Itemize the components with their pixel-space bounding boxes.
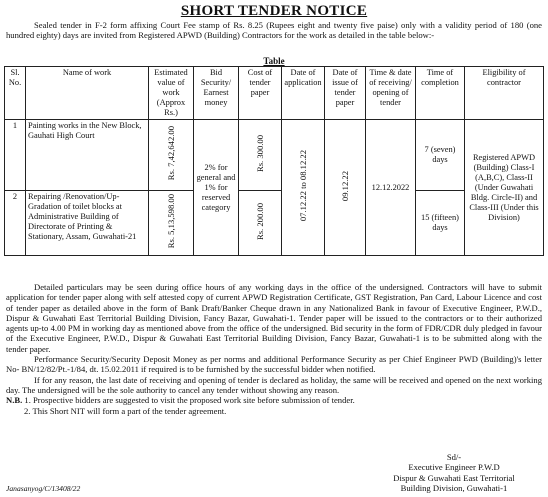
header-name: Name of work: [26, 67, 149, 120]
row-completion: 15 (fifteen) days: [416, 191, 465, 256]
intro-paragraph: [6, 20, 542, 41]
date-issue-value: 09.12.22: [340, 170, 350, 202]
row-completion: 7 (seven) days: [416, 120, 465, 191]
estimated-value: Rs. 7,42,642.00: [166, 126, 176, 181]
header-date-issue: Date of issue of tender paper: [325, 67, 366, 120]
nb-section: [6, 395, 542, 405]
cost-value: Rs. 300.00: [255, 134, 265, 172]
signature-designation: Executive Engineer P.W.D: [408, 462, 500, 473]
date-issue-cell: [325, 120, 366, 256]
intro-text: Sealed tender in F-2 form affixing Court Fee stamp of Rs. 8.25 (Rupees eight and twenty five paise) only with a validity period of 180 (one hundred eighty) days are invited from Registered APWD (Building) Contractors for the work as detailed in the table below:-: [6, 20, 542, 41]
table-row: [5, 120, 544, 191]
bid-security-cell: 2% for general and 1% for reserved category: [194, 120, 239, 256]
details-paragraph: Detailed particulars may be seen during office hours of any working days in the office of the undersigned. Contractors will have to submit application for tender paper along with self attested copy of current APWD Registration Certificate, GST Registration, Pan Card, Labour Licence and cost of tender paper as detailed above in the form of Bank Draft/Banker Cheque drawn in any Nationalized Bank in favour of Executive Engineer, P.W.D., Dispur & Guwahati East Territorial Building Division, Fancy Bazar, Guwahati-1. Tender paper will be issued to the contractors or to their authorized agents up-to 4.00 PM in working day as mentioned above from the office of the undersigned. Bid security in the form of FDR/CDR duly pledged in favour of the Executive Engineer, P.W.D., Dispur & Guwahati East Territorial Building Division, Fancy Bazar, Guwahati-1 is to be submitted along with the tender paper.: [6, 282, 542, 354]
table-header-row: [5, 67, 544, 120]
row-cost: [239, 120, 282, 191]
signature-block: [364, 452, 544, 493]
header-estimated: Estimated value of work (Approx Rs.): [149, 67, 194, 120]
reference-number: Janasanyog/C/13408/22: [6, 484, 81, 493]
header-eligibility: Eligibility of contractor: [465, 67, 544, 120]
header-completion: Time of completion: [416, 67, 465, 120]
row-estimated: [149, 120, 194, 191]
row-work-name: Repairing /Renovation/Up-Gradation of toilet blocks at Administrative Building of Directorate of Printing & Stationary, Assam, Guwahati-21: [26, 191, 149, 256]
performance-security-paragraph: Performance Security/Security Deposit Money as per norms and additional Performance Security as per Chief Engineer PWD (Building)'s letter No- BN/12/82/Pt.-1/84, dt. 15.02.2011 if required is to be furnished by the successful bidder when notified.: [6, 354, 542, 375]
cost-value: Rs. 200.00: [255, 202, 265, 240]
signature-sd: Sd/-: [446, 452, 462, 462]
date-application-cell: [282, 120, 325, 256]
eligibility-cell: Registered APWD (Building) Class-I (A,B,C), Class-II (Under Guwahati Bldg. Circle-II) and Class-III (Under this Division): [465, 120, 544, 256]
time-date-cell: 12.12.2022: [366, 120, 416, 256]
row-work-name: Painting works in the New Block, Gauhati High Court: [26, 120, 149, 191]
header-sl: Sl. No.: [5, 67, 26, 120]
estimated-value: Rs. 5,13,598.00: [166, 194, 176, 249]
date-application-value: 07.12.22 to 08.12.22: [298, 150, 308, 222]
tender-table: [4, 66, 544, 256]
table-row: [5, 191, 544, 256]
row-estimated: [149, 191, 194, 256]
row-cost: [239, 191, 282, 256]
nb-label: N.B.: [6, 395, 23, 406]
nb-item-1: 1. Prospective bidders are suggested to visit the proposed work site before submission of tender.: [24, 395, 355, 406]
notice-body: [6, 282, 542, 416]
header-date-application: Date of application: [282, 67, 325, 120]
header-time-date: Time & date of receiving/ opening of tender: [366, 67, 416, 120]
header-security: Bid Security/ Earnest money: [194, 67, 239, 120]
table-caption: Table: [263, 56, 285, 66]
holiday-paragraph: If for any reason, the last date of receiving and opening of tender is declared as holiday, the same will be received and opened on the next working day. The undersigned will be the sole authority to cancel any tender without showing any reason.: [6, 374, 542, 395]
row-sl: 2: [5, 191, 26, 256]
row-sl: 1: [5, 120, 26, 191]
notice-title: SHORT TENDER NOTICE: [180, 3, 368, 19]
signature-division-line: Building Division, Guwahati-1: [400, 482, 508, 493]
signature-office-line: Dispur & Guwahati East Territorial: [393, 472, 515, 483]
nb-item-2: 2. This Short NIT will form a part of the tender agreement.: [24, 405, 227, 416]
header-cost: Cost of tender paper: [239, 67, 282, 120]
